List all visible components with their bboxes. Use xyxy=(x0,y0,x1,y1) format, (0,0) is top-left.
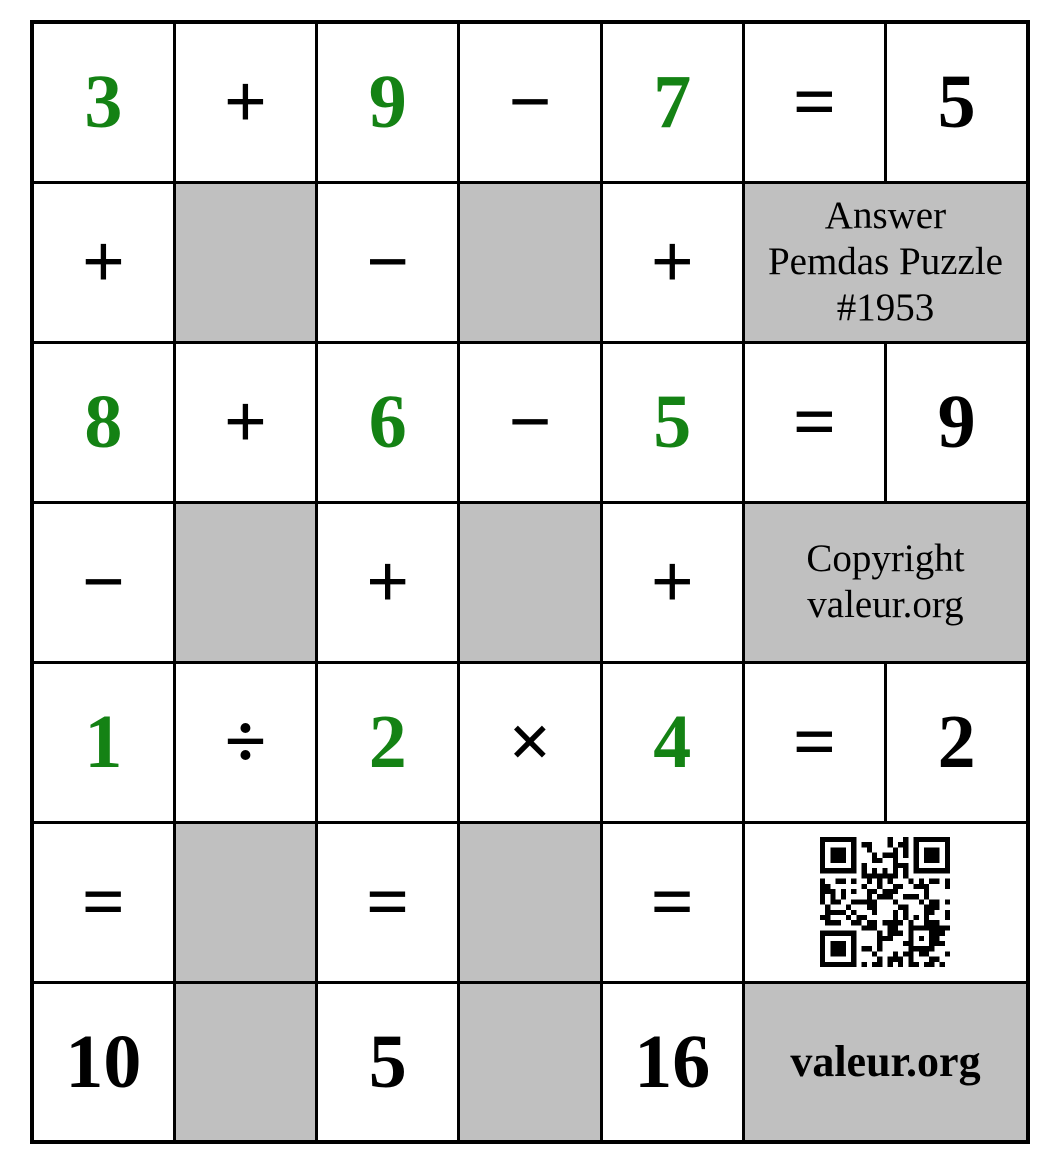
copyright-line: Copyright xyxy=(806,536,965,580)
operator-cell xyxy=(601,502,743,662)
number-cell xyxy=(601,662,743,822)
equals-sign: = xyxy=(81,860,126,944)
site-label: valeur.org xyxy=(790,1037,981,1087)
blank-cell xyxy=(174,502,316,662)
site-box xyxy=(743,982,1028,1142)
number-cell xyxy=(32,22,174,182)
plus-operator: + xyxy=(81,220,126,304)
number-cell xyxy=(317,342,459,502)
operator-cell xyxy=(317,182,459,342)
result-cell xyxy=(886,22,1028,182)
operator-cell xyxy=(32,182,174,342)
copyright-box xyxy=(743,502,1028,662)
minus-operator: − xyxy=(366,220,410,304)
minus-operator: − xyxy=(81,540,126,624)
blank-cell xyxy=(459,182,601,342)
blank-cell xyxy=(459,502,601,662)
blank-cell xyxy=(174,182,316,342)
puzzle-number: #1953 xyxy=(836,286,935,329)
number-cell xyxy=(32,342,174,502)
divide-operator: ÷ xyxy=(224,700,267,784)
given-number: 4 xyxy=(653,700,692,784)
equals-sign: = xyxy=(650,860,694,944)
total-cell xyxy=(317,982,459,1142)
operator-row xyxy=(32,182,1028,342)
operator-cell xyxy=(459,342,601,502)
equation-row xyxy=(32,342,1028,502)
given-number: 7 xyxy=(653,60,692,145)
operator-cell xyxy=(174,342,316,502)
result-number: 9 xyxy=(937,380,976,464)
operator-cell xyxy=(459,22,601,182)
plus-operator: + xyxy=(650,220,694,304)
operator-cell xyxy=(459,662,601,822)
minus-operator: − xyxy=(508,60,552,145)
result-number: 2 xyxy=(937,700,976,784)
equals-cell xyxy=(601,822,743,982)
copyright-site: valeur.org xyxy=(807,583,964,626)
answer-box xyxy=(743,182,1028,342)
given-number: 1 xyxy=(84,700,123,784)
equals-sign: = xyxy=(366,860,410,944)
operator-row xyxy=(32,502,1028,662)
multiply-operator: × xyxy=(508,700,552,784)
qr-code-icon xyxy=(820,837,950,967)
column-total: 16 xyxy=(634,1019,711,1104)
equals-cell xyxy=(317,822,459,982)
blank-cell xyxy=(459,982,601,1142)
equals-sign: = xyxy=(792,60,837,145)
equals-cell xyxy=(743,22,885,182)
plus-operator: + xyxy=(223,380,268,464)
operator-cell xyxy=(317,502,459,662)
equals-cell xyxy=(32,822,174,982)
number-cell xyxy=(601,22,743,182)
equals-sign: = xyxy=(792,380,837,464)
equals-row xyxy=(32,822,1028,982)
operator-cell xyxy=(601,182,743,342)
equals-cell xyxy=(743,662,885,822)
blank-cell xyxy=(459,822,601,982)
operator-cell xyxy=(174,22,316,182)
result-number: 5 xyxy=(937,60,976,145)
equals-sign: = xyxy=(792,700,837,784)
equals-cell xyxy=(743,342,885,502)
operator-cell xyxy=(174,662,316,822)
given-number: 5 xyxy=(653,380,692,464)
operator-cell xyxy=(32,502,174,662)
given-number: 8 xyxy=(84,380,123,464)
equation-row xyxy=(32,662,1028,822)
puzzle-grid xyxy=(30,20,1030,1144)
column-total: 10 xyxy=(65,1019,142,1104)
blank-cell xyxy=(174,982,316,1142)
qr-cell xyxy=(743,822,1028,982)
minus-operator: − xyxy=(508,380,552,464)
puzzle-container xyxy=(30,20,1030,1144)
column-total: 5 xyxy=(368,1019,407,1104)
equation-row xyxy=(32,22,1028,182)
blank-cell xyxy=(174,822,316,982)
answer-box-line: Pemdas Puzzle xyxy=(767,239,1003,283)
result-cell xyxy=(886,342,1028,502)
given-number: 9 xyxy=(368,60,407,145)
total-cell xyxy=(601,982,743,1142)
total-cell xyxy=(32,982,174,1142)
plus-operator: + xyxy=(366,540,410,624)
totals-row xyxy=(32,982,1028,1142)
number-cell xyxy=(601,342,743,502)
given-number: 2 xyxy=(368,700,407,784)
result-cell xyxy=(886,662,1028,822)
plus-operator: + xyxy=(650,540,694,624)
answer-box-line: Answer xyxy=(824,193,947,237)
given-number: 6 xyxy=(368,380,407,464)
number-cell xyxy=(317,662,459,822)
number-cell xyxy=(317,22,459,182)
plus-operator: + xyxy=(223,60,268,145)
given-number: 3 xyxy=(84,60,123,145)
number-cell xyxy=(32,662,174,822)
